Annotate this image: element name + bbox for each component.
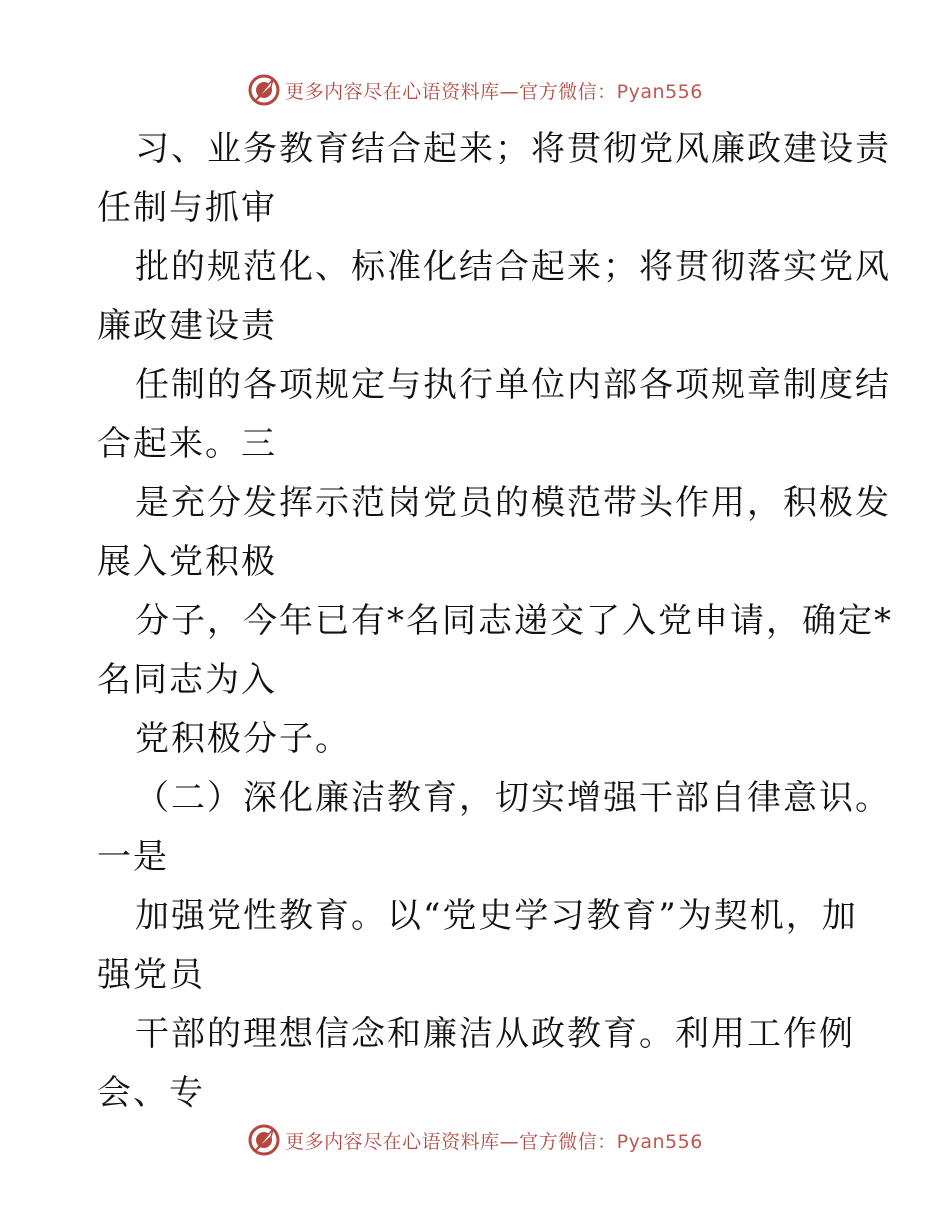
text-line: 习、业务教育结合起来；将贯彻党风廉政建设责 — [135, 129, 891, 169]
text-line: 批的规范化、标准化结合起来；将贯彻落实党风 — [135, 247, 891, 287]
text-line: 是充分发挥示范岗党员的模范带头作用，积极发 — [135, 483, 891, 523]
watermark-handle: Pyan556 — [616, 1130, 703, 1153]
watermark-text: 更多内容尽在心语资料库—官方微信：Pyan556 — [285, 1130, 703, 1153]
text-line: 任制与抓审 — [97, 188, 277, 228]
text-line: 任制的各项规定与执行单位内部各项规章制度结 — [135, 365, 891, 405]
text-line: 合起来。三 — [97, 424, 277, 464]
text-line: 会、专 — [97, 1073, 205, 1113]
text-line: 干部的理想信念和廉洁从政教育。利用工作例 — [135, 1014, 855, 1054]
text-line: 强党员 — [97, 955, 205, 995]
quill-seal-logo-icon — [247, 73, 281, 107]
text-line: 分子，今年已有*名同志递交了入党申请，确定* — [135, 601, 893, 641]
text-line: 党积极分子。 — [135, 719, 351, 759]
text-line: 展入党积极 — [97, 542, 277, 582]
watermark-text: 更多内容尽在心语资料库—官方微信：Pyan556 — [285, 80, 703, 103]
quill-seal-logo-icon — [247, 1123, 281, 1157]
text-line: 廉政建设责 — [97, 306, 277, 346]
text-line: 加强党性教育。以“党史学习教育”为契机，加 — [135, 896, 858, 936]
header-watermark — [0, 70, 950, 110]
text-line: 一是 — [97, 837, 169, 877]
watermark-handle: Pyan556 — [616, 80, 703, 103]
document-body — [97, 120, 893, 1123]
text-line: （二）深化廉洁教育，切实增强干部自律意识。 — [135, 778, 891, 818]
footer-watermark — [0, 1120, 950, 1160]
text-line: 名同志为入 — [97, 660, 277, 700]
